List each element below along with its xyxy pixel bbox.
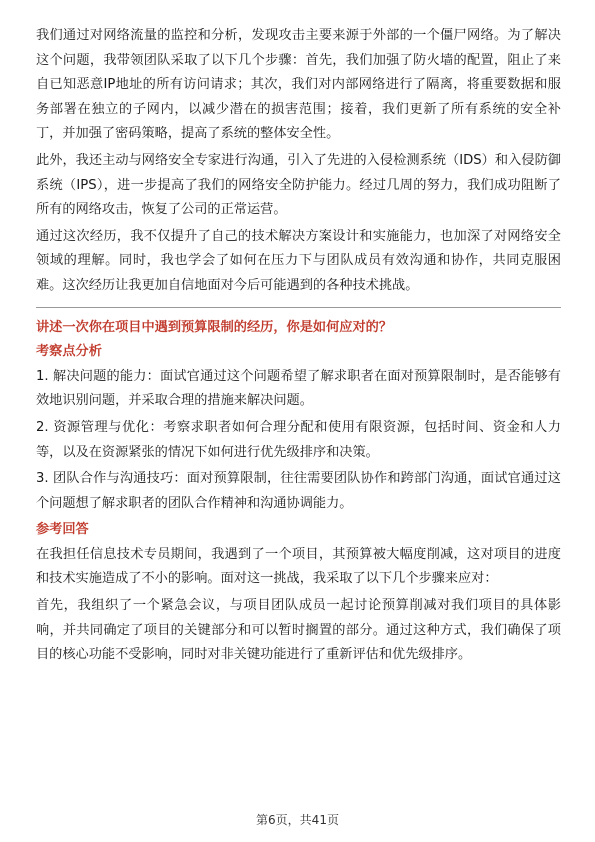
answer-paragraph-2: 首先，我组织了一个紧急会议，与项目团队成员一起讨论预算削减对我们项目的具体影响，并共同确定了项目的关键部分和可以暂时搁置的部分。通过这种方式，我们确保了项目的核心功能不受影响，同时对非关键功能进行了重新评估和优先级排序。 [36,598,561,663]
section-divider [36,307,561,308]
analysis-title: 考察点分析 [36,344,102,360]
analysis-item-1: 1. 解决问题的能力：面试官通过这个问题希望了解求职者在面对预算限制时，是否能够有效地识别问题，并采取合理的措施来解决问题。 [36,368,561,409]
analysis-item-3: 3. 团队合作与沟通技巧：面对预算限制，往往需要团队协作和跨部门沟通，面试官通过这个问题想了解求职者的团队合作精神和沟通协调能力。 [36,471,561,511]
analysis-item-2: 2. 资源管理与优化：考察求职者如何合理分配和使用有限资源，包括时间、资金和人力等，以及在资源紧张的情况下如何进行优先级排序和决策。 [36,419,561,460]
page-number-footer: 第6页，共41页 [256,813,339,827]
intro-paragraph-1: 我们通过对网络流量的监控和分析，发现攻击主要来源于外部的一个僵尸网络。为了解决这个问题，我带领团队采取了以下几个步骤：首先，我们加强了防火墙的配置，阻止了来自已知恶意IP地址的所有访问请求；其次，我们对内部网络进行了隔离，将重要数据和服务部署在独立的子网内，以减少潜在的损害范围；接着，我们更新了所有系统的安全补丁，并加强了密码策略，提高了系统的整体安全性。 [36,28,561,142]
answer-title: 参考回答 [36,522,89,538]
intro-paragraph-2: 此外，我还主动与网络安全专家进行沟通，引入了先进的入侵检测系统（IDS）和入侵防御系统（IPS），进一步提高了我们的网络安全防护能力。经过几周的努力，我们成功阻断了所有的网络攻击，恢复了公司的正常运营。 [36,152,561,218]
answer-paragraph-1: 在我担任信息技术专员期间，我遇到了一个项目，其预算被大幅度削减，这对项目的进度和技术实施造成了不小的影响。面对这一挑战，我采取了以下几个步骤来应对： [36,546,561,587]
interview-question: 讲述一次你在项目中遇到预算限制的经历，你是如何应对的？ [36,319,393,335]
intro-paragraph-3: 通过这次经历，我不仅提升了自己的技术解决方案设计和实施能力，也加深了对网络安全领域的理解。同时，我也学会了如何在压力下与团队成员有效沟通和协作，共同克服困难。这次经历让我更加自信地面对今后可能遇到的各种技术挑战。 [36,228,561,293]
